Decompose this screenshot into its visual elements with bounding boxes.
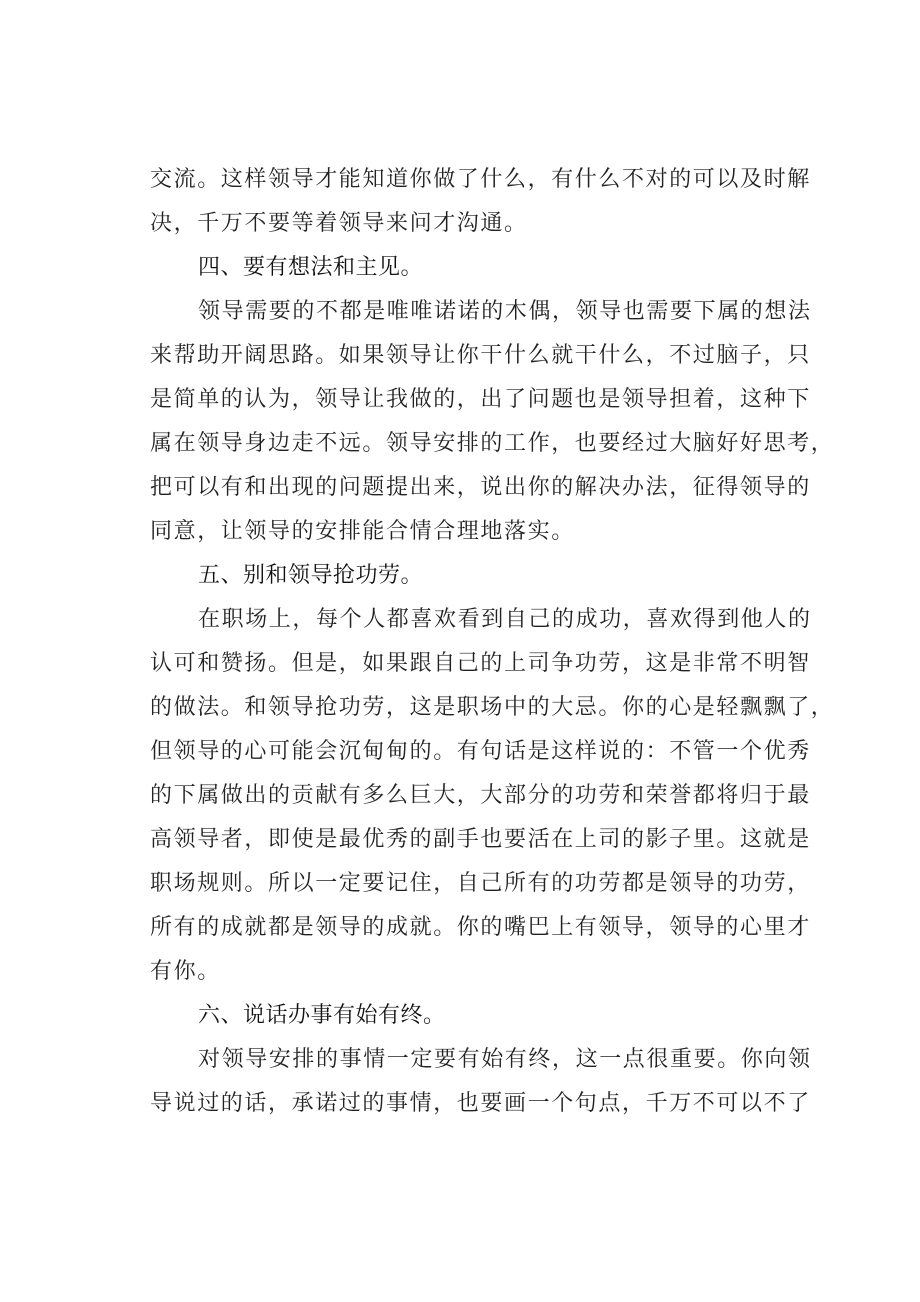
paragraph-line: 有你。 — [150, 959, 221, 984]
paragraph-line: 决，千万不要等着领导来问才沟通。 — [150, 211, 528, 236]
paragraph-line: 来帮助开阔思路。如果领导让你干什么就干什么，不过脑子，只 — [150, 343, 811, 368]
paragraph-line: 职场规则。所以一定要记住，自己所有的功劳都是领导的功劳， — [150, 871, 811, 896]
paragraph-line: 但领导的心可能会沉甸甸的。有句话是这样说的：不管一个优秀 — [150, 739, 811, 764]
paragraph-line: 的做法。和领导抢功劳，这是职场中的大忌。你的心是轻飘飘了， — [150, 695, 835, 720]
paragraph-line: 的下属做出的贡献有多么巨大，大部分的功劳和荣誉都将归于最 — [150, 783, 811, 808]
paragraph-line: 认可和赞扬。但是，如果跟自己的上司争功劳，这是非常不明智 — [150, 651, 811, 676]
paragraph-line: 所有的成就都是领导的成就。你的嘴巴上有领导，领导的心里才 — [150, 915, 811, 940]
paragraph-line: 对领导安排的事情一定要有始有终，这一点很重要。你向领 — [198, 1047, 812, 1072]
paragraph-line: 高领导者，即使是最优秀的副手也要活在上司的影子里。这就是 — [150, 827, 811, 852]
paragraph-line: 是简单的认为，领导让我做的，出了问题也是领导担着，这种下 — [150, 387, 811, 412]
paragraph-line: 属在领导身边走不远。领导安排的工作，也要经过大脑好好思考， — [150, 431, 835, 456]
section-heading-4: 四、要有想法和主见。 — [198, 255, 424, 280]
paragraph-line: 交流。这样领导才能知道你做了什么，有什么不对的可以及时解 — [150, 167, 811, 192]
section-heading-6: 六、说话办事有始有终。 — [198, 1003, 446, 1028]
paragraph-line: 在职场上，每个人都喜欢看到自己的成功，喜欢得到他人的 — [198, 607, 812, 632]
paragraph-line: 把可以有和出现的问题提出来，说出你的解决办法，征得领导的 — [150, 475, 811, 500]
paragraph-line: 导说过的话，承诺过的事情，也要画一个句点，千万不可以不了 — [150, 1091, 811, 1116]
paragraph-line: 领导需要的不都是唯唯诺诺的木偶，领导也需要下属的想法 — [198, 299, 812, 324]
document-body — [150, 158, 835, 1126]
section-heading-5: 五、别和领导抢功劳。 — [198, 563, 424, 588]
paragraph-line: 同意，让领导的安排能合情合理地落实。 — [150, 519, 575, 544]
